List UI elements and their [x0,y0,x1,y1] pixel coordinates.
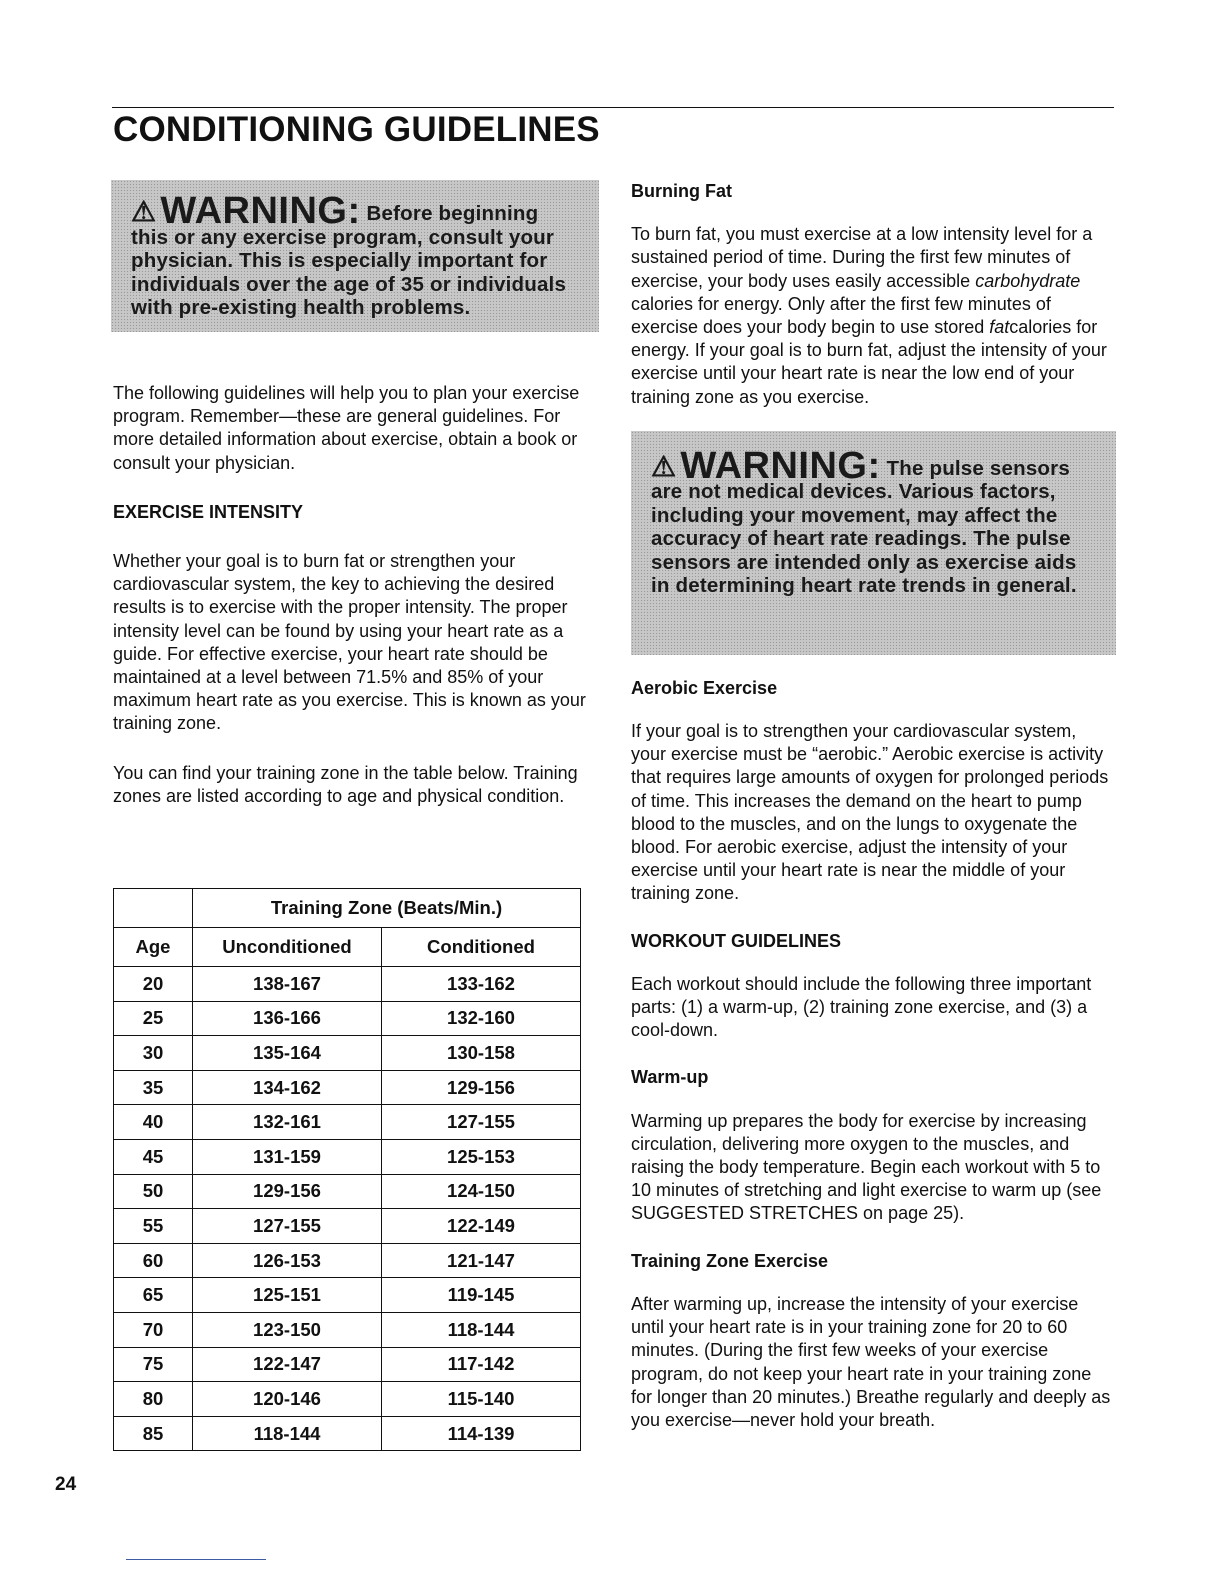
page-title: CONDITIONING GUIDELINES [113,110,600,149]
unconditioned-cell: 134-162 [193,1070,382,1105]
table-corner-cell [114,889,193,928]
table-row [114,1174,581,1209]
table-row [114,1209,581,1244]
warning-text: Before beginning this or any exercise program, consult your physician. This is especially important for individuals over the age of 35 or individuals with pre-existing health problems. [131,202,567,319]
conditioned-cell: 114-139 [382,1416,581,1451]
table-row [114,1243,581,1278]
unconditioned-column-header: Unconditioned [193,928,382,967]
conditioned-cell: 117-142 [382,1347,581,1382]
intro-paragraph: The following guidelines will help you to plan your exercise program. Remember—these are general guidelines. For more detailed information about exercise, obtain a book or consult your physician. [113,383,580,473]
carbohydrate-emphasis: carbohydrate [975,270,1081,291]
conditioned-cell: 121-147 [382,1243,581,1278]
unconditioned-cell: 132-161 [193,1105,382,1140]
age-cell: 30 [114,1036,193,1071]
age-cell: 35 [114,1070,193,1105]
table-row [114,1382,581,1417]
training-zone-table [113,888,581,1451]
age-cell: 25 [114,1001,193,1036]
age-cell: 65 [114,1278,193,1313]
exercise-intensity-paragraph: Whether your goal is to burn fat or strengthen your cardiovascular system, the key to achieving the desired results is to exercise with the proper intensity. The proper intensity level can be found by using your heart rate as a guide. For effective exercise, your heart rate should be maintained at a level between 71.5% and 85% of your maximum heart rate as you exercise. This is known as your training zone. [113,551,586,734]
burning-fat-text-1: To burn fat, you must exercise at a low intensity level for a sustained period of time. During the first few minutes of exercise, your body uses easily accessible [631,224,1093,291]
age-cell: 75 [114,1347,193,1382]
table-row [114,967,581,1002]
conditioned-cell: 129-156 [382,1070,581,1105]
burning-fat-paragraph [631,223,1116,409]
age-cell: 60 [114,1243,193,1278]
conditioned-cell: 119-145 [382,1278,581,1313]
warning-label: WARNING: [160,190,361,232]
conditioned-column-header: Conditioned [382,928,581,967]
age-cell: 40 [114,1105,193,1140]
aerobic-exercise-heading: Aerobic Exercise [631,677,778,698]
workout-guidelines-paragraph: Each workout should include the following three important parts: (1) a warm-up, (2) training zone exercise, and (3) a cool-down. [631,973,1092,1041]
warm-up-paragraph: Warming up prepares the body for exercise by increasing circulation, delivering more oxygen to the muscles, and raising the body temperature. Begin each workout with 5 to 10 minutes of stretching and light exercise to warm up (see SUGGESTED STRETCHES on page 25). [631,1110,1102,1224]
unconditioned-cell: 136-166 [193,1001,382,1036]
burning-fat-text-3: calories for energy. If your goal is to burn fat, adjust the intensity of your exercise until your heart rate is near the low end of your training zone as you exercise. [631,317,1107,407]
fat-emphasis: fat [989,317,1010,338]
table-row [114,1139,581,1174]
table-row [114,1416,581,1451]
age-cell: 55 [114,1209,193,1244]
conditioned-cell: 130-158 [382,1036,581,1071]
table-row [114,1312,581,1347]
table-row [114,1070,581,1105]
age-cell: 80 [114,1382,193,1417]
warm-up-heading: Warm-up [631,1067,709,1088]
warning-triangle-icon: ⚠ [651,450,677,482]
unconditioned-cell: 118-144 [193,1416,382,1451]
training-zone-exercise-heading: Training Zone Exercise [631,1250,829,1271]
footer-line [126,1559,266,1560]
unconditioned-cell: 126-153 [193,1243,382,1278]
title-rule [112,107,1114,108]
conditioned-cell: 125-153 [382,1139,581,1174]
exercise-intensity-heading: EXERCISE INTENSITY [113,501,304,522]
age-cell: 70 [114,1312,193,1347]
workout-guidelines-heading: WORKOUT GUIDELINES [631,930,841,951]
conditioned-cell: 124-150 [382,1174,581,1209]
conditioned-cell: 115-140 [382,1382,581,1417]
training-zone-exercise-paragraph: After warming up, increase the intensity of your exercise until your heart rate is in your training zone for 20 to 60 minutes. (During the first few weeks of your exercise program, do not keep your heart rate in your training zone for longer than 20 minutes.) Breathe regularly and deeply as you exercise—never hold your breath. [631,1293,1111,1430]
age-cell: 50 [114,1174,193,1209]
unconditioned-cell: 122-147 [193,1347,382,1382]
age-cell: 20 [114,967,193,1002]
left-column [113,180,603,808]
right-column [631,180,1116,1432]
warning-box-pulse-sensors [631,431,1116,655]
table-row [114,1001,581,1036]
unconditioned-cell: 123-150 [193,1312,382,1347]
unconditioned-cell: 129-156 [193,1174,382,1209]
age-column-header: Age [114,928,193,967]
conditioned-cell: 132-160 [382,1001,581,1036]
conditioned-cell: 118-144 [382,1312,581,1347]
burning-fat-heading: Burning Fat [631,181,732,201]
table-row [114,1105,581,1140]
unconditioned-cell: 131-159 [193,1139,382,1174]
conditioned-cell: 127-155 [382,1105,581,1140]
age-cell: 85 [114,1416,193,1451]
training-zone-rows [114,967,581,1451]
warning-text: The pulse sensors are not medical devices. Various factors, including your movement, may affect the accuracy of heart rate readings. The pulse sensors are intended only as exercise aids in determining heart rate trends in general. [651,456,1077,598]
unconditioned-cell: 135-164 [193,1036,382,1071]
unconditioned-cell: 120-146 [193,1382,382,1417]
page-number: 24 [55,1474,77,1495]
burning-fat-text-2: calories for energy. Only after the first few minutes of exercise does your body begin to use stored [631,293,1051,338]
warning-box-physician [111,180,599,332]
table-row [114,1347,581,1382]
training-zone-header: Training Zone (Beats/Min.) [193,889,581,928]
table-row [114,1278,581,1313]
warning-triangle-icon: ⚠ [131,196,157,227]
unconditioned-cell: 127-155 [193,1209,382,1244]
unconditioned-cell: 138-167 [193,967,382,1002]
conditioned-cell: 133-162 [382,967,581,1002]
table-intro-paragraph: You can find your training zone in the table below. Training zones are listed according to age and physical condition. [113,762,578,806]
conditioned-cell: 122-149 [382,1209,581,1244]
warning-label: WARNING: [680,444,881,487]
age-cell: 45 [114,1139,193,1174]
unconditioned-cell: 125-151 [193,1278,382,1313]
aerobic-exercise-paragraph: If your goal is to strengthen your cardiovascular system, your exercise must be “aerobic.” Aerobic exercise is activity that requires large amounts of oxygen for prolonged periods of time. This increases the demand on the heart to pump blood to the muscles, and on the lungs to oxygenate the blood. For aerobic exercise, adjust the intensity of your exercise until your heart rate is near the middle of your training zone. [631,721,1109,904]
table-row [114,1036,581,1071]
